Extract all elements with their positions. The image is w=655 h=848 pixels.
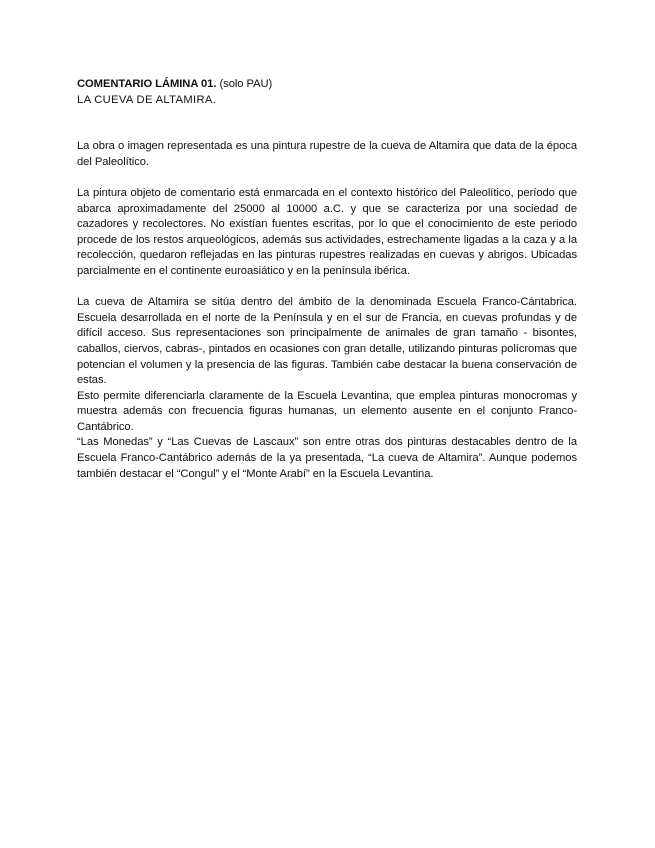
spacer (77, 280, 577, 296)
paragraph-intro: La obra o imagen representada es una pintura rupestre de la cueva de Altamira que data de la época del Paleolítico. (77, 140, 577, 168)
paragraph-school: La cueva de Altamira se sitúa dentro del ámbito de la denominada Escuela Franco-Cántabrica. Escuela desarrollada en el norte de la Península y en el sur de Francia, en cuevas profundas y de difícil acceso. Sus representaciones son principalmente de animales de gran tamaño - bisontes, caballos, ciervos, cabras-, pintados en ocasiones con gran detalle, utilizando pinturas polícromas que potencian el volumen y la presencia de las figuras. También cabe destacar la buena conservación de estas. (77, 296, 577, 387)
paragraph-examples: “Las Monedas” y “Las Cuevas de Lascaux” son entre otras dos pinturas destacables dentro de la Escuela Franco-Cantábrico además de la ya presentada, “La cueva de Altamira”. Aunque podemos también destacar el “Congul” y el “Monte Arabí” en la Escuela Levantina. (77, 436, 577, 480)
document-title (77, 77, 577, 93)
title-bold: COMENTARIO LÁMINA 01. (77, 78, 217, 90)
document-subtitle: LA CUEVA DE ALTAMIRA. (77, 93, 217, 106)
spacer (77, 108, 577, 139)
paragraph-context: La pintura objeto de comentario está enmarcada en el contexto histórico del Paleolítico, período que abarca aproximadamente del 25000 al 10000 a.C. y que se caracteriza por una sociedad de cazadores y recolectores. No existían fuentes escritas, por lo que el conocimiento de este periodo procede de los restos arqueológicos, además sus actividades, estrechamente ligadas a la caza y a la recolección, quedaron reflejadas en las pinturas rupestres realizadas en cuevas y abrigos. Ubicadas parcialmente en el continente euroasiático y en la península ibérica. (77, 186, 577, 277)
document-body (77, 77, 577, 482)
paragraph-comparison: Esto permite diferenciarla claramente de la Escuela Levantina, que emplea pinturas monocromas y muestra además con frecuencia figuras humanas, un elemento ausente en el conjunto Franco-Cantábrico. (77, 389, 577, 433)
spacer (77, 170, 577, 186)
title-note: (solo PAU) (216, 78, 273, 90)
